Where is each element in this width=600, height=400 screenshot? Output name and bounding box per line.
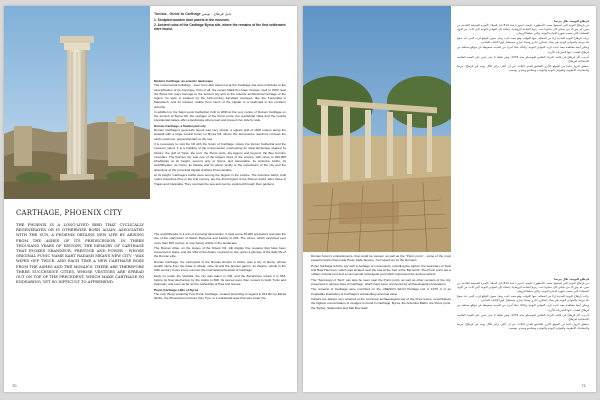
paragraph: Punic Carthage left the city with a heritage of monuments, including the tophet, the sanctuary of Tanit and Baal Hammon, which was located near the sea at the foot of the Byrsa hill. The Punic ports are a military circular port and a commercial rectangular port which impressed the ancient writers. xyxy=(311,263,451,277)
section-heading: قرطاج البونية، تلال بيرصا xyxy=(554,277,589,282)
paragraph: The monumental buildings - seen from afar stand out at the Carthage site and contribute to the diversification of its cityscape. First of all, the recent Malik Ibn Anas mosque, built in 2003 near the Byrsa hill, pays homage to the ancient city and to the eclectic architectural heritage of the region. Its style is inspired by the 11th-century Almohad mosques, like the Koutoubia in Marrakech, and its minaret, visible from much of the capital, is a landmark in the northern suburbs. xyxy=(154,83,286,109)
page-number-right: 71 xyxy=(581,383,586,388)
paragraph: أدرجت آثار قرطاج في قائمة التراث العالمي لليونسكو سنة 1979، وهي شاهد لا يقدر بثمن على القيمة العالمية الاستثنائية لقرطاج. xyxy=(457,54,589,63)
arabic-text-top xyxy=(457,18,589,276)
ruins-photo-illustration xyxy=(4,6,150,199)
paragraph: Roman Carthage, the metropolis of the Roman Empire in Africa, was a city of plenty, whose wealth came from the trade in wheat, olive oil and the famous garum. Its theatre, rebuilt in the 20th century, hosts every summer the International Festival of Carthage. xyxy=(154,259,286,273)
header-title-ar: دليل قرطاج - تونس xyxy=(201,12,232,16)
section-heading: Punic Carthage, Hills of Byrsa xyxy=(154,287,199,292)
paragraph: The Roman villas, on the slopes of the Odeon hill, still display fine mosaics that have been preserved in place, and the Villa of the Aviary, restored on site, gives a glimpse of the daily life of the Roman elite. xyxy=(154,245,286,259)
paragraph: The remains of Carthage were inscribed on the UNESCO World Heritage List in 1979. It is an invaluable illustration of Carthage's outstanding universal value. xyxy=(311,287,451,296)
paragraph: At its height, Carthage's baths were among the largest in the empire. The Antonine baths, built under Antoninus Pius in the 2nd century, are the third largest of the Roman world, after those of Trajan and Caracalla. They overlook the sea and can be explored through their gardens. xyxy=(154,173,286,186)
paragraph: يندهش الزوار دائما من الموقع الأثري الشاسع للمدن الثلاث، غير أن أعلى تركيز للآثار يوجد في قرطاج: بيرصا والحمامات الأنطونية والموانئ البونية والتوفيت وصلامبو وسيدي بوسعيد. xyxy=(457,321,589,330)
paragraph: In addition to the Saint Louis Cathedral, built in 1890 at the very centre of Roman Carthage on the summit of Byrsa hill, the vestiges of the Punic ports, the residential villas and the nearby presidential palace offer a landscape where past and present live side by side. xyxy=(154,109,286,123)
paragraph: It is necessary to visit the hill with the forum of Carthage, where the former Cathedral and the museum stand. It is a building of the monumental, overlooking an ideal landscape shaped by history: the gulf of Tunis, the port, the Punic ports, the lagoon and beyond, the Bou Kornine mountain. The Roman city was one of the largest cities of the empire, with close to 300,000 inhabitants at its height, second only to Rome and Alexandria. Its Antonine baths, its amphitheatre, its circus, its theatre and its odeon testify to the importance of the city and the splendour of the provincial capital of Africa Proconsularis. xyxy=(154,142,286,172)
paragraph: Visitors are always very amazed at the immense archaeological site of the three towns, nevertheless the highest concentration of vestiges is found in Carthage: Byrsa, the Antonine Baths, the Punic ports, the Tophet, Salammbô and Sidi Bou Said. xyxy=(311,297,451,310)
page-number-left: 70 xyxy=(12,383,17,388)
paragraph: من قرطاج البونية التي أسستها حسب الأسطورة عليسة (ديدون) سنة 814 قبل الميلاد، الأميرة الفينيقية القادمة من صور، لم يبق إلا حي سكني كان مدفونا تحت ردوم الساحة الرومانية، إضافة إلى الموانئ البونية التي كانت من أقوى المنشآت التي صنعت شهرة التجارة البونية، والتي محاها الرومان. xyxy=(457,23,589,36)
section-heading: Modern Carthage, an eclectic landscape xyxy=(154,79,213,83)
english-text-right xyxy=(311,254,451,380)
paragraph: Early on under the Vandals, the city was taken in 439, and the Byzantines retook it in 533, before its final destruction by the Arabs in 698. Its stones were then reused to build Tunis and Kairouan, and even as far as the cathedrals of Pisa and Genoa. xyxy=(154,273,286,287)
paragraph: Roman forum's embankments, that could be viewed, as well as the "Punic ports" - some of the most powerful works that made Punic trade famous - but wiped out by the Romans. xyxy=(311,254,451,263)
section-heading: Roman Carthage, a flamboyant city xyxy=(154,123,206,128)
paragraph: تركت قرطاج البونية للمدينة إرثا من المعالم، منها التوفيت وهو معبد تانيت وبعل حمون الواقع قرب البحر عند سفح تلة بيرصا. والموانئ البونية هي ميناء عسكري دائري وميناء تجاري مستطيل أبهرا الكتاب القدامى. xyxy=(457,36,589,45)
villa-photo-illustration xyxy=(303,6,451,252)
arabic-text-bottom xyxy=(457,276,589,382)
paragraph: Roman Carthage's geometric layout was very simple: a square grid of 1600 metres along the seawall with a large central forum on Byrsa hill, where the decumanus maximus crossed the cardo maximus, perpendicularly to the sea. xyxy=(154,128,286,141)
header-title-en: Tunisia - Guide to Carthage xyxy=(154,12,201,16)
right-page xyxy=(303,6,596,392)
photo-carthage-ruins xyxy=(4,6,150,199)
paragraph: ويمكن أيضا مشاهدة معبد تانيت قرب الموانئ البونية، وكذلك بقايا أخرى من المدينة محفوظة في مواقع مختلفة من قرطاج كشفت عنها الحفريات الأثرية. xyxy=(457,303,589,312)
paragraph: The "Sanctuary of Tanit" can also be seen near the Punic ports, as well as other remains of the city, preserved in various sites of Carthage, which have been uncovered by archaeological excavations. xyxy=(311,277,451,286)
photo-roman-villa xyxy=(303,6,451,252)
paragraph: من قرطاج البونية التي أسستها حسب الأسطورة عليسة (ديدون) سنة 814 قبل الميلاد، الأميرة الفينيقية القادمة من صور، لم يبق إلا حي سكني كان مدفونا تحت ردوم الساحة الرومانية، إضافة إلى الموانئ البونية التي كانت من أقوى المنشآت التي صنعت شهرة التجارة البونية، والتي محاها الرومان. xyxy=(457,281,589,294)
caption-title: CARTHAGE, PHOENIX CITY xyxy=(16,209,123,217)
running-header xyxy=(154,12,231,16)
paragraph: تركت قرطاج البونية للمدينة إرثا من المعالم، منها التوفيت وهو معبد تانيت وبعل حمون الواقع قرب البحر عند سفح تلة بيرصا. والموانئ البونية هي ميناء عسكري دائري وميناء تجاري مستطيل أبهرا الكتاب القدامى. xyxy=(457,294,589,303)
paragraph: أدرجت آثار قرطاج في قائمة التراث العالمي لليونسكو سنة 1979، وهي شاهد لا يقدر بثمن على القيمة العالمية الاستثنائية لقرطاج. xyxy=(457,312,589,321)
section-heading: قرطاج البونية، تلال بيرصا xyxy=(554,19,589,24)
paragraph: The only thing remaining from Punic Carthage, created according to legend in 814 BC by Elissa (Dido), the Phoenician princess from Tyre, is a residential area that was under the xyxy=(154,292,286,301)
paragraph: The amphitheatre is a ruin of imposing dimensions. It held some 30,000 spectators and was the site of the martyrdom of Saints Perpetua and Felicity in 203. The circus, which stretched over more than 500 metres, is now barely visible in the landscape. xyxy=(154,232,286,245)
paragraph: ويمكن أيضا مشاهدة معبد تانيت قرب الموانئ البونية، وكذلك بقايا أخرى من المدينة محفوظة في مواقع مختلفة من قرطاج كشفت عنها الحفريات الأثرية. xyxy=(457,45,589,54)
paragraph: يندهش الزوار دائما من الموقع الأثري الشاسع للمدن الثلاث، غير أن أعلى تركيز للآثار يوجد في قرطاج: بيرصا والحمامات الأنطونية والموانئ البونية والتوفيت وصلامبو وسيدي بوسعيد. xyxy=(457,63,589,72)
article-column-1 xyxy=(154,78,286,228)
article-column-2 xyxy=(154,232,286,382)
photo-note: 1. Sculpted wooden door panels in the museum. 2. Ancient ruins of the Carthage Byrsa site, where the remains of the first settlement were found. xyxy=(154,18,286,31)
left-page xyxy=(4,6,297,392)
caption-text: THE PHOENIX IS A LONG-LIVED BIRD THAT CYCLICALLY REGENERATES OR IS OTHERWISE BORN AGAIN. ASSOCIATED WITH THE SUN, A PHOENIX OBTAINS NEW LIFE BY ARISING FROM THE ASHES OF ITS PREDECESSOR. IN THREE THOUSAND YEARS OF HISTORY, THE MEMORY OF CARTHAGE THAT EVOKES GRANDEUR, PRESTIGE AND POWER - WHOSE ORIGINAL PUNIC NAME KART HADASH MEANS NEW CITY - WAS WIPED OFF TWICE, AND EACH TIME A NEW CARTHAGE ROSE FROM THE ASHES AND THE MOSAICS. THERE ARE THEREFORE THREE SUCCESSIVE CITIES, WHOSE VESTIGES ARE SPREAD OUT ON TOP OF THE PRECEDENT, WHICH MAKE CARTHAGE SO ENDEARING, YET SO DIFFICULT TO APPREHEND. xyxy=(16,223,144,285)
